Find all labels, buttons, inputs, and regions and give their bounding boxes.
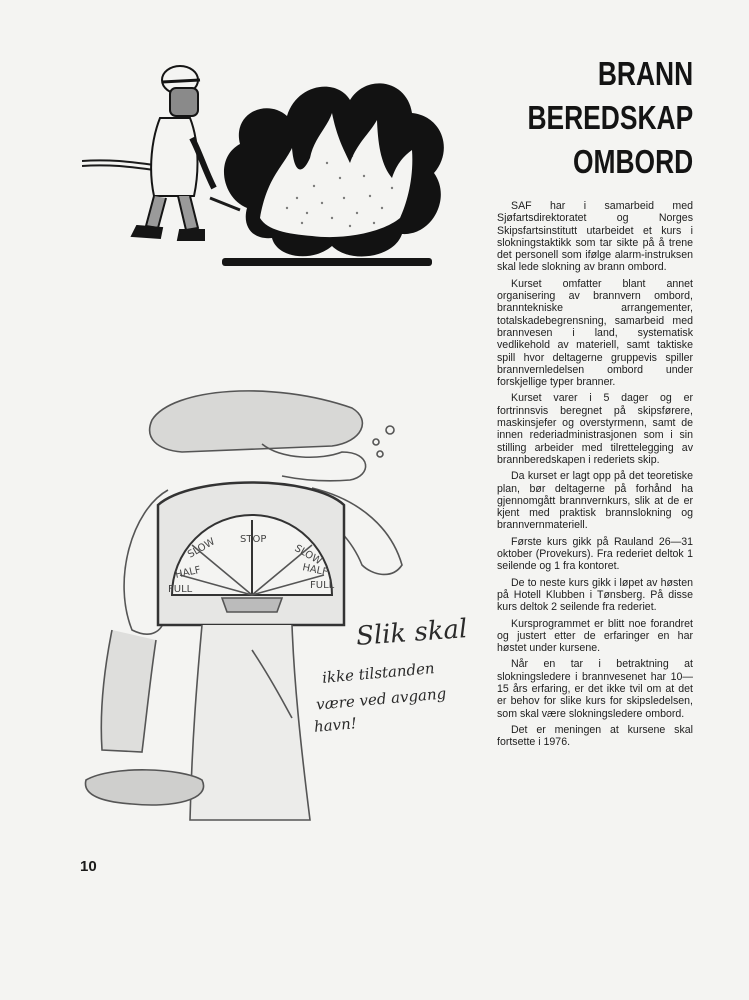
telegraph-handle: [222, 598, 282, 612]
telegraph-label-slow-left: SLOW: [186, 536, 217, 561]
ground-shadow: [222, 258, 432, 266]
handwriting-line-1: Slik skal: [355, 614, 469, 652]
paragraph-1: SAF har i samarbeid med Sjøfartsdirektoratet og Norges Skipsfartsinstitutt utarbeidet et kurs i slokningstaktikk som tar sikte på å trene det personell som ifølge alarm-instruksen skal lede slokning av brann ombord.: [497, 200, 693, 274]
telegraph-label-full-left: FULL: [168, 584, 193, 595]
sailor-legs: [101, 630, 156, 752]
handwriting-line-4: havn!: [313, 714, 358, 736]
title-line-3: OMBORD: [572, 143, 693, 180]
telegraph-label-stop: STOP: [240, 534, 267, 545]
paragraph-2: Kurset omfatter blant annet organisering av brannvern ombord, branntekniske arrangementer, totalskadebegrensning, samarbeid med brannvesen i land, systematisk vedlikehold av materiell, samt taktiske spill hvor deltagerne gruppevis spiller brannvernledelsen ombord under forskjellige typer branner.: [497, 277, 693, 389]
paragraph-7: Kursprogrammet er blitt noe forandret og justert etter de erfaringer en har høstet under kursene.: [497, 617, 693, 655]
paragraph-4: Da kurset er lagt opp på det teoretiske plan, bør deltagerne på forhånd ha gjennomgått brannvernkurs, slik at de er kjent med praktisk brannslokning og brannvernmateriell.: [497, 470, 693, 532]
paragraph-9: Det er meningen at kursene skal fortsette i 1976.: [497, 723, 693, 749]
firefighter: [132, 66, 214, 240]
telegraph-label-half-right: HALF: [301, 562, 329, 579]
telegraph-label-half-left: HALF: [174, 564, 202, 581]
telegraph-pedestal: [190, 625, 310, 820]
paragraph-5: Første kurs gikk på Rauland 26—31 oktober (Provekurs). Fra rederiet deltok 1 seilende og 1 fra kontoret.: [497, 535, 693, 573]
title-line-1: BRANN: [597, 55, 693, 92]
article-body: [497, 200, 693, 752]
handwriting-line-3: være ved avgang: [315, 684, 447, 714]
article-title: [527, 52, 693, 184]
paragraph-8: Når en tar i betraktning at slokningsledere i brannvesenet har 10—15 års erfaring, er det ikke tvil om at det er behov for slike kurs for skipsledelsen, som skal være slokningsledere ombord.: [497, 658, 693, 720]
telegraph-label-slow-right: SLOW: [292, 543, 324, 568]
sailor-cap: [150, 391, 363, 452]
paragraph-3: Kurset varer i 5 dager og er fortrinnsvis beregnet på skipsførere, maskinsjefer og overstyrmenn, samt de innen rederiadministrasjonen som i sin stilling arbeider med tilrettelegging av brannberedskapen i rederiets skip.: [497, 392, 693, 466]
telegraph-label-full-right: FULL: [310, 580, 335, 591]
firefighter-illustration: [82, 58, 462, 280]
paragraph-6: De to neste kurs gikk i løpet av høsten på Hotell Klubben i Tønsberg. På disse kurs deltok 2 seilende fra rederiet.: [497, 576, 693, 614]
engine-telegraph-sketch: [72, 380, 492, 850]
title-line-2: BEREDSKAP: [527, 99, 693, 136]
handwriting-line-2: ikke tilstanden: [321, 659, 436, 687]
page-number: 10: [80, 858, 97, 875]
sailor-face: [262, 444, 366, 481]
